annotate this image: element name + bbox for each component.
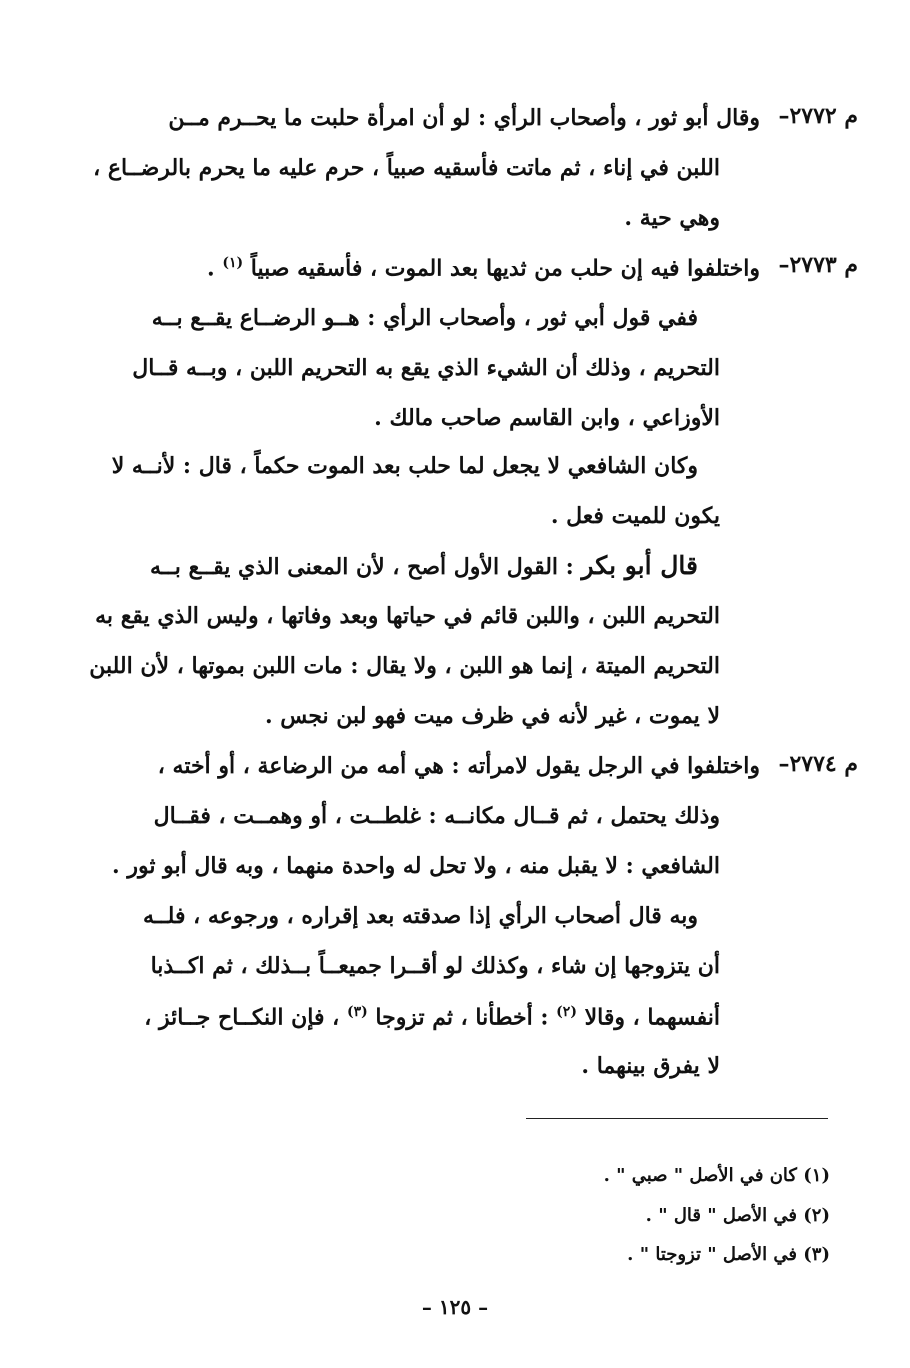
entry-2773-text: واختلفوا فيه إن حلب من ثديها بعد الموت ، فأسقيه صبياً — [250, 255, 760, 282]
para-abu-thawr-line-2: التحريم ، وذلك أن الشيء الذي يقع به التحريم اللبن ، وبــه قــال — [132, 355, 720, 381]
entry-2772-line-1: وقال أبو ثور ، وأصحاب الرأي : لو أن امرأة حلبت ما يحــرم مــن — [168, 105, 760, 131]
footnote-ref-1: (١) — [222, 255, 244, 271]
entry-2774-line-1: واختلفوا في الرجل يقول لامرأته : هي أمه من الرضاعة ، أو أخته ، — [157, 753, 760, 779]
para-ashab-line-3-part-1: أنفسهما ، وقالا — [584, 1004, 720, 1031]
entry-2773-line-1 — [207, 255, 760, 282]
entry-2773-period: . — [207, 255, 215, 282]
footnote-1 — [604, 1165, 830, 1186]
footnote-3 — [627, 1244, 830, 1265]
entry-2772-line-3: وهي حية . — [624, 205, 720, 231]
speaker-abu-bakr: قال أبو بكر — [581, 551, 698, 580]
entry-number-2772: م ٢٧٧٢– — [778, 103, 858, 129]
para-abu-thawr-line-3: الأوزاعي ، وابن القاسم صاحب مالك . — [374, 405, 720, 431]
entry-number-2773: م ٢٧٧٣– — [778, 252, 858, 278]
footnote-2 — [646, 1205, 830, 1226]
entry-2774-line-3: الشافعي : لا يقبل منه ، ولا تحل له واحدة منهما ، وبه قال أبو ثور . — [112, 853, 720, 879]
footnote-1-number: (١) — [803, 1165, 830, 1186]
para-abu-bakr-line-2: التحريم اللبن ، واللبن قائم في حياتها وبعد وفاتها ، وليس الذي يقع به — [95, 603, 720, 629]
para-abu-thawr-line-1: ففي قول أبي ثور ، وأصحاب الرأي : هــو الرضــاع يقــع بــه — [151, 305, 698, 331]
para-ashab-line-3 — [144, 1004, 720, 1031]
footnote-3-text: في الأصل " تزوجتا " . — [627, 1244, 797, 1265]
footnote-1-text: كان في الأصل " صبي " . — [603, 1165, 797, 1186]
footnote-ref-3: (٣) — [346, 1004, 368, 1020]
footnote-ref-2: (٢) — [556, 1004, 577, 1020]
footnote-2-text: في الأصل " قال " . — [645, 1205, 797, 1226]
para-ashab-line-2: أن يتزوجها إن شاء ، وكذلك لو أقــرا جميعــاً بــذلك ، ثم اكــذبا — [150, 953, 720, 979]
para-abu-bakr-line-3: التحريم الميتة ، إنما هو اللبن ، ولا يقال : مات اللبن بموتها ، لأن اللبن — [89, 653, 720, 679]
footnote-2-number: (٢) — [803, 1205, 830, 1226]
para-abu-bakr-text: : القول الأول أصح ، لأن المعنى الذي يقــع بــه — [150, 554, 574, 580]
para-ashab-line-3-part-2: : أخطأنا ، ثم تزوجا — [375, 1004, 549, 1031]
para-shafii-line-2: يكون للميت فعل . — [550, 503, 720, 529]
para-shafii-line-1: وكان الشافعي لا يجعل لما حلب بعد الموت حكماً ، قال : لأنــه لا — [111, 453, 698, 479]
para-ashab-line-1: وبه قال أصحاب الرأي إذا صدقته بعد إقراره ، ورجوعه ، فلــه — [142, 903, 698, 929]
entry-number-2774: م ٢٧٧٤– — [778, 751, 858, 777]
footnote-3-number: (٣) — [803, 1244, 830, 1265]
entry-2772-line-2: اللبن في إناء ، ثم ماتت فأسقيه صبياً ، حرم عليه ما يحرم بالرضــاع ، — [93, 155, 720, 181]
footnote-divider — [526, 1118, 828, 1119]
page-number: – ١٢٥ – — [421, 1295, 489, 1319]
para-ashab-line-4: لا يفرق بينهما . — [581, 1053, 720, 1079]
para-ashab-line-3-part-3: ، فإن النكــاح جــائز ، — [144, 1004, 340, 1031]
para-abu-bakr-line-1 — [150, 553, 698, 578]
para-abu-bakr-line-4: لا يموت ، غير لأنه في ظرف ميت فهو لبن نجس . — [264, 703, 720, 729]
entry-2774-line-2: وذلك يحتمل ، ثم قــال مكانــه : غلطــت ، أو وهمــت ، فقــال — [153, 803, 720, 829]
